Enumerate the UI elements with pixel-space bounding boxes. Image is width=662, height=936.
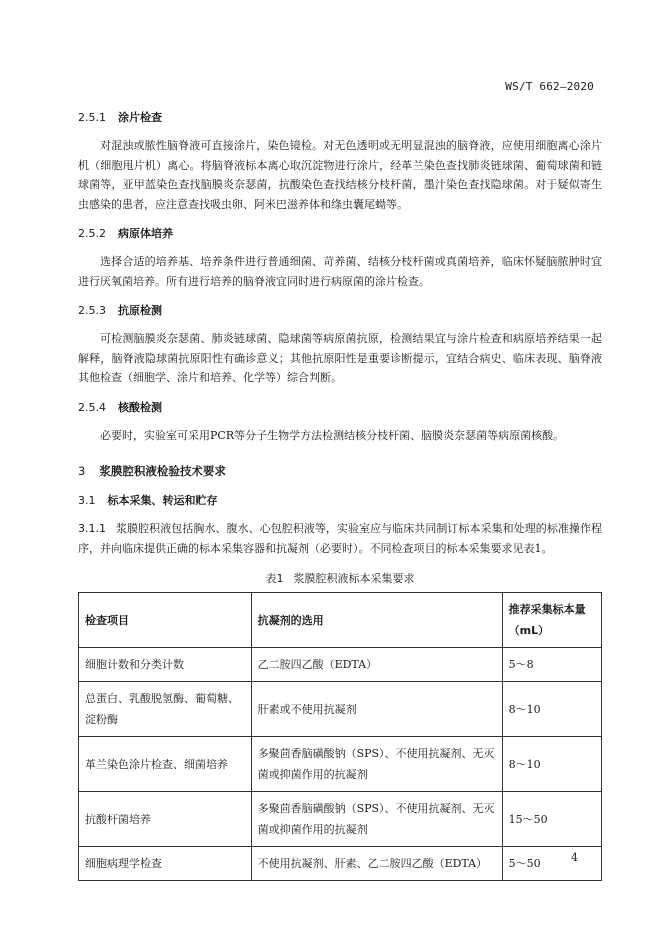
section-number: 2.5.3 [78,304,106,317]
table-cell: 多聚茴香脑磺酸钠（SPS）、不使用抗凝剂、无灭菌或抑菌作用的抗凝剂 [251,737,502,792]
table-header-row [79,593,602,648]
section-title: 涂片检查 [118,111,162,124]
table-row [79,792,602,847]
section-number: 3.1.1 [78,522,106,535]
table-row [79,648,602,682]
section-title: 抗原检测 [118,304,162,317]
document-header: WS/T 662—2020 [505,80,594,93]
section-2-5-4-text: 必要时，实验室可采用PCR等分子生物学方法检测结核分枝杆菌、脑膜炎奈瑟菌等病原菌核酸。 [100,428,565,442]
section-2-5-1-text: 对混浊或脓性脑脊液可直接涂片，染色镜检。对无色透明或无明显混浊的脑脊液，应使用细胞离心涂片机（细胞甩片机）离心。将脑脊液标本离心取沉淀物进行涂片，经革兰染色查找肺炎链球菌、葡萄球菌和链球菌等，亚甲蓝染色查找脑膜炎奈瑟菌，抗酸染色查找结核分枝杆菌，墨汁染色查找隐球菌。对于疑似寄生虫感染的患者，应注意查找吸虫卵、阿米巴滋养体和绦虫囊尾蚴等。 [78,139,602,211]
table-cell: 细胞计数和分类计数 [79,648,252,682]
section-3-1-heading [78,493,602,509]
section-2-5-3-heading [78,303,602,319]
specimen-table [78,592,602,881]
table-cell: 多聚茴香脑磺酸钠（SPS）、不使用抗凝剂、无灭菌或抑菌作用的抗凝剂 [251,792,502,847]
table-header-cell: 抗凝剂的选用 [251,593,502,648]
section-number: 3 [78,464,86,478]
table-cell: 8～10 [502,737,601,792]
table-caption [78,570,602,586]
section-number: 2.5.1 [78,111,106,124]
table-cell: 不使用抗凝剂、肝素、乙二胺四乙酸（EDTA） [251,847,502,881]
section-3-1-1-text [78,519,602,558]
section-3-heading [78,463,602,479]
section-2-5-3-text: 可检测脑膜炎奈瑟菌、肺炎链球菌、隐球菌等病原菌抗原，检测结果宜与涂片检查和病原培养结果一起解释，脑脊液隐球菌抗原阳性有确诊意义；其他抗原阳性是重要诊断提示，宜结合病史、临床表现、脑脊液其他检查（细胞学、涂片和培养、化学等）综合判断。 [78,332,602,384]
table-cell: 5～50 [502,847,601,881]
section-2-5-2-text: 选择合适的培养基、培养条件进行普通细菌、苛养菌、结核分枝杆菌或真菌培养，临床怀疑脑脓肿时宜进行厌氧菌培养。所有进行培养的脑脊液宜同时进行病原菌的涂片检查。 [78,255,602,288]
table-cell: 抗酸杆菌培养 [79,792,252,847]
table-row [79,737,602,792]
section-body: 浆膜腔积液包括胸水、腹水、心包腔积液等，实验室应与临床共同制订标本采集和处理的标准操作程序，并向临床提供正确的标本采集容器和抗凝剂（必要时）。不同检查项目的标本采集要求见表1。 [78,522,602,555]
table-cell: 细胞病理学检查 [79,847,252,881]
table-cell: 15～50 [502,792,601,847]
table-row [79,682,602,737]
section-title: 病原体培养 [118,227,173,240]
table-header-cell: 检查项目 [79,593,252,648]
section-number: 2.5.4 [78,400,106,414]
table-row [79,847,602,881]
page-content [78,110,602,881]
table-title: 浆膜腔积液标本采集要求 [293,572,415,585]
table-cell: 革兰染色涂片检查、细菌培养 [79,737,252,792]
table-cell: 8～10 [502,682,601,737]
table-header-cell: 推荐采集标本量（mL） [502,593,601,648]
section-number: 2.5.2 [78,227,106,240]
section-2-5-2-heading [78,226,602,242]
table-number: 表1 [265,572,284,585]
table-cell: 5～8 [502,648,601,682]
section-title: 标本采集、转运和贮存 [107,494,218,507]
section-title: 核酸检测 [118,400,162,414]
section-2-5-1-heading [78,110,602,126]
section-title: 浆膜腔积液检验技术要求 [99,464,226,478]
section-number: 3.1 [78,494,96,507]
table-cell: 肝素或不使用抗凝剂 [251,682,502,737]
table-cell: 总蛋白、乳酸脱氢酶、葡萄糖、淀粉酶 [79,682,252,737]
section-2-5-4-heading [78,400,602,416]
page-number: 4 [571,851,578,864]
table-cell: 乙二胺四乙酸（EDTA） [251,648,502,682]
